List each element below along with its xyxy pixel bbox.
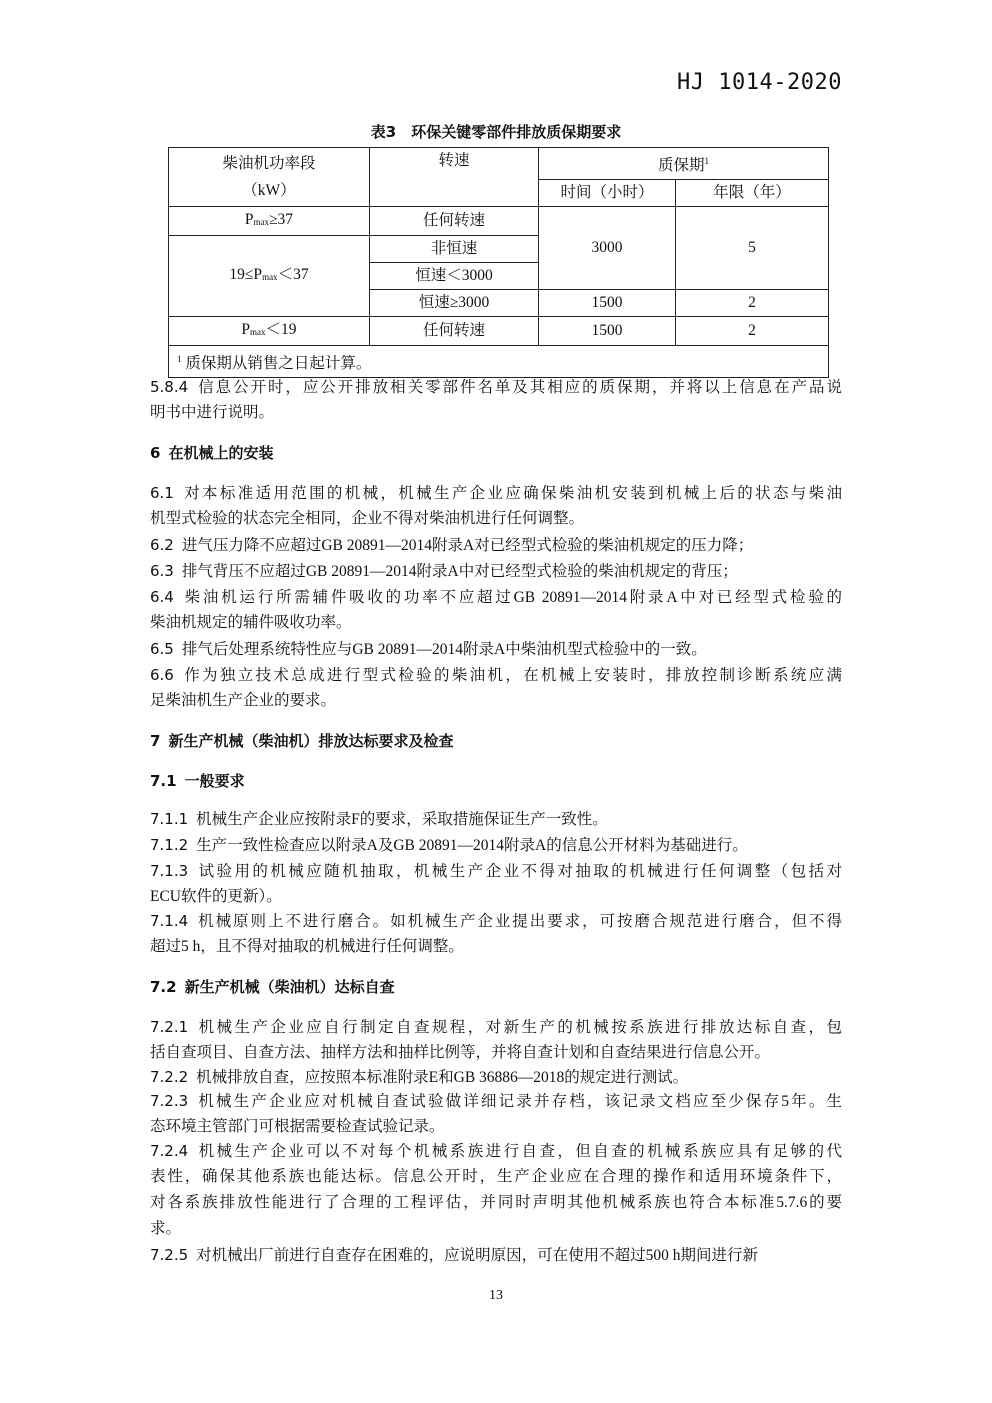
line-text: 求。 — [150, 1220, 182, 1237]
paragraph-line — [150, 835, 842, 856]
line-text: 一般要求 — [184, 772, 245, 790]
line-text: 作为独立技术总成进行型式检验的柴油机，在机械上安装时，排放控制诊断系统应满 — [181, 667, 842, 684]
power-cell: $P_{max}\ge 37$ — [169, 207, 370, 236]
line-text: 柴油机规定的辅件吸收功率。 — [150, 614, 352, 631]
hours-cell: 1500 — [539, 290, 676, 317]
line-text: 机械生产企业可以不对每个机械系族进行自查，但自查的机械系族应具有足够的代 — [196, 1143, 842, 1160]
clause-number: 7.2.2 — [150, 1068, 189, 1086]
line-text: 新生产机械（柴油机）排放达标要求及检查 — [168, 732, 454, 750]
paragraph-line — [150, 691, 842, 711]
line-text: 排气背压不应超过GB 20891—2014附录A中对已经型式检验的柴油机规定的背压； — [181, 563, 738, 580]
clause-number: 7.1.4 — [150, 912, 189, 930]
speed-cell: 非恒速 — [370, 236, 539, 263]
line-text: 机型式检验的状态完全相同，企业不得对柴油机进行任何调整。 — [150, 510, 585, 527]
clause-number: 6.5 — [150, 640, 174, 658]
clause-number: 7.2.5 — [150, 1246, 189, 1264]
paragraph-line — [150, 1167, 842, 1187]
paragraph-line — [150, 1219, 842, 1239]
paragraph-line — [150, 1193, 842, 1213]
section-heading — [150, 977, 842, 997]
paragraph-line — [150, 1043, 842, 1063]
clause-number: 6.2 — [150, 536, 174, 554]
clause-number: 7.2.4 — [150, 1142, 189, 1160]
table-caption: 表3 环保关键零部件排放质保期要求 — [370, 123, 622, 141]
line-text: 在机械上的安装 — [168, 444, 274, 462]
line-text: 机械生产企业应自行制定自查规程，对新生产的机械按系族进行排放达标自查，包 — [196, 1019, 842, 1036]
years-cell: 5 — [676, 207, 829, 290]
line-text: 新生产机械（柴油机）达标自查 — [184, 978, 395, 996]
paragraph-line — [150, 483, 842, 504]
line-text: 对本标准适用范围的机械，机械生产企业应确保柴油机安装到机械上后的状态与柴油 — [181, 485, 842, 502]
paragraph-line — [150, 861, 842, 882]
header-hours: 时间（小时） — [539, 180, 676, 207]
years-cell: 2 — [676, 290, 829, 317]
paragraph-line — [150, 1141, 842, 1162]
line-text: 态环境主管部门可根据需要检查试验记录。 — [150, 1118, 445, 1135]
line-text: 机械生产企业应按附录F的要求，采取措施保证生产一致性。 — [196, 811, 608, 828]
table-footnote: $^1$ 质保期从销售之日起计算。 — [169, 346, 829, 378]
line-text: 生产一致性检查应以附录A及GB 20891—2014附录A的信息公开材料为基础进行。 — [196, 837, 748, 854]
paragraph-line — [150, 377, 842, 398]
clause-number: 7.1.1 — [150, 810, 189, 828]
clause-number: 7 — [150, 732, 161, 750]
paragraph-line — [150, 535, 842, 556]
line-text: 机械生产企业应对机械自查试验做详细记录并存档，该记录文档应至少保存5年。生 — [196, 1093, 842, 1110]
paragraph-line — [150, 665, 842, 686]
header-years: 年限（年） — [676, 180, 829, 207]
line-text: 试验用的机械应随机抽取，机械生产企业不得对抽取的机械进行任何调整（包括对 — [196, 863, 842, 880]
clause-number: 7.1 — [150, 772, 177, 790]
speed-cell: 任何转速 — [370, 317, 539, 346]
section-heading — [150, 731, 842, 751]
footnote-ref: 1 — [704, 156, 709, 166]
power-cell: $P_{max}<19$ — [169, 317, 370, 346]
paragraph-line — [150, 587, 842, 608]
page-number: 13 — [489, 1288, 503, 1303]
clause-number: 6.4 — [150, 588, 174, 606]
paragraph-line — [150, 1117, 842, 1137]
clause-number: 7.2.1 — [150, 1018, 189, 1036]
line-text: 足柴油机生产企业的要求。 — [150, 692, 337, 709]
clause-number: 7.2 — [150, 978, 177, 996]
line-text: 明书中进行说明。 — [150, 404, 275, 421]
line-text: 信息公开时，应公开排放相关零部件名单及其相应的质保期，并将以上信息在产品说 — [196, 379, 842, 396]
years-cell: 2 — [676, 317, 829, 346]
paragraph-line — [150, 937, 842, 957]
clause-number: 5.8.4 — [150, 378, 189, 396]
line-text: 超过5 h，且不得对抽取的机械进行任何调整。 — [150, 938, 464, 955]
paragraph-line — [150, 403, 842, 423]
section-heading — [150, 771, 842, 791]
line-text: ECU软件的更新）。 — [150, 888, 282, 905]
power-cell: $19\le P_{max}<37$ — [169, 236, 370, 317]
paragraph-line — [150, 1017, 842, 1038]
clause-number: 6.1 — [150, 484, 174, 502]
line-text: 机械原则上不进行磨合。如机械生产企业提出要求，可按磨合规范进行磨合，但不得 — [196, 913, 842, 930]
clause-number: 6 — [150, 444, 161, 462]
table-row — [169, 317, 829, 346]
paragraph-line — [150, 809, 842, 830]
paragraph-line — [150, 1091, 842, 1112]
speed-cell: 恒速＜3000 — [370, 263, 539, 290]
table-row — [169, 207, 829, 236]
paragraph-line — [150, 887, 842, 907]
paragraph-line — [150, 509, 842, 529]
document-id: HJ 1014-2020 — [677, 70, 842, 95]
line-text: 对机械出厂前进行自查存在困难的，应说明原因，可在使用不超过500 h期间进行新 — [196, 1247, 759, 1264]
table-footnote-row — [169, 346, 829, 378]
clause-number: 7.2.3 — [150, 1092, 189, 1110]
hours-cell: 1500 — [539, 317, 676, 346]
header-power-label: 柴油机功率段 — [222, 155, 316, 172]
paragraph-line — [150, 1067, 842, 1088]
clause-number: 6.3 — [150, 562, 174, 580]
header-warranty-label: 质保期 — [657, 157, 705, 174]
warranty-table — [168, 147, 829, 378]
line-text: 表性，确保其他系族也能达标。信息公开时，生产企业应在合理的操作和适用环境条件下， — [150, 1168, 842, 1185]
header-warranty — [539, 148, 829, 180]
clause-number: 7.1.2 — [150, 836, 189, 854]
line-text: 括自查项目、自查方法、抽样方法和抽样比例等，并将自查计划和自查结果进行信息公开。 — [150, 1044, 771, 1061]
speed-cell: 恒速≥3000 — [370, 290, 539, 317]
header-power-unit: （kW） — [242, 182, 296, 199]
header-power — [169, 148, 370, 207]
line-text: 柴油机运行所需辅件吸收的功率不应超过GB 20891—2014附录A中对已经型式检验的 — [181, 589, 842, 606]
paragraph-line — [150, 613, 842, 633]
hours-cell: 3000 — [539, 207, 676, 290]
line-text: 对各系族排放性能进行了合理的工程评估，并同时声明其他机械系族也符合本标准5.7.6的要 — [150, 1194, 842, 1211]
paragraph-line — [150, 1245, 842, 1266]
clause-number: 6.6 — [150, 666, 174, 684]
line-text: 排气后处理系统特性应与GB 20891—2014附录A中柴油机型式检验中的一致。 — [181, 641, 707, 658]
table-header-row — [169, 148, 829, 180]
section-heading — [150, 443, 842, 463]
header-speed: 转速 — [370, 148, 539, 207]
paragraph-line — [150, 561, 842, 582]
line-text: 机械排放自查，应按照本标准附录E和GB 36886—2018的规定进行测试。 — [196, 1069, 689, 1086]
line-text: 进气压力降不应超过GB 20891—2014附录A对已经型式检验的柴油机规定的压力降； — [181, 537, 754, 554]
paragraph-line — [150, 911, 842, 932]
paragraph-line — [150, 639, 842, 660]
speed-cell: 任何转速 — [370, 207, 539, 236]
clause-number: 7.1.3 — [150, 862, 189, 880]
